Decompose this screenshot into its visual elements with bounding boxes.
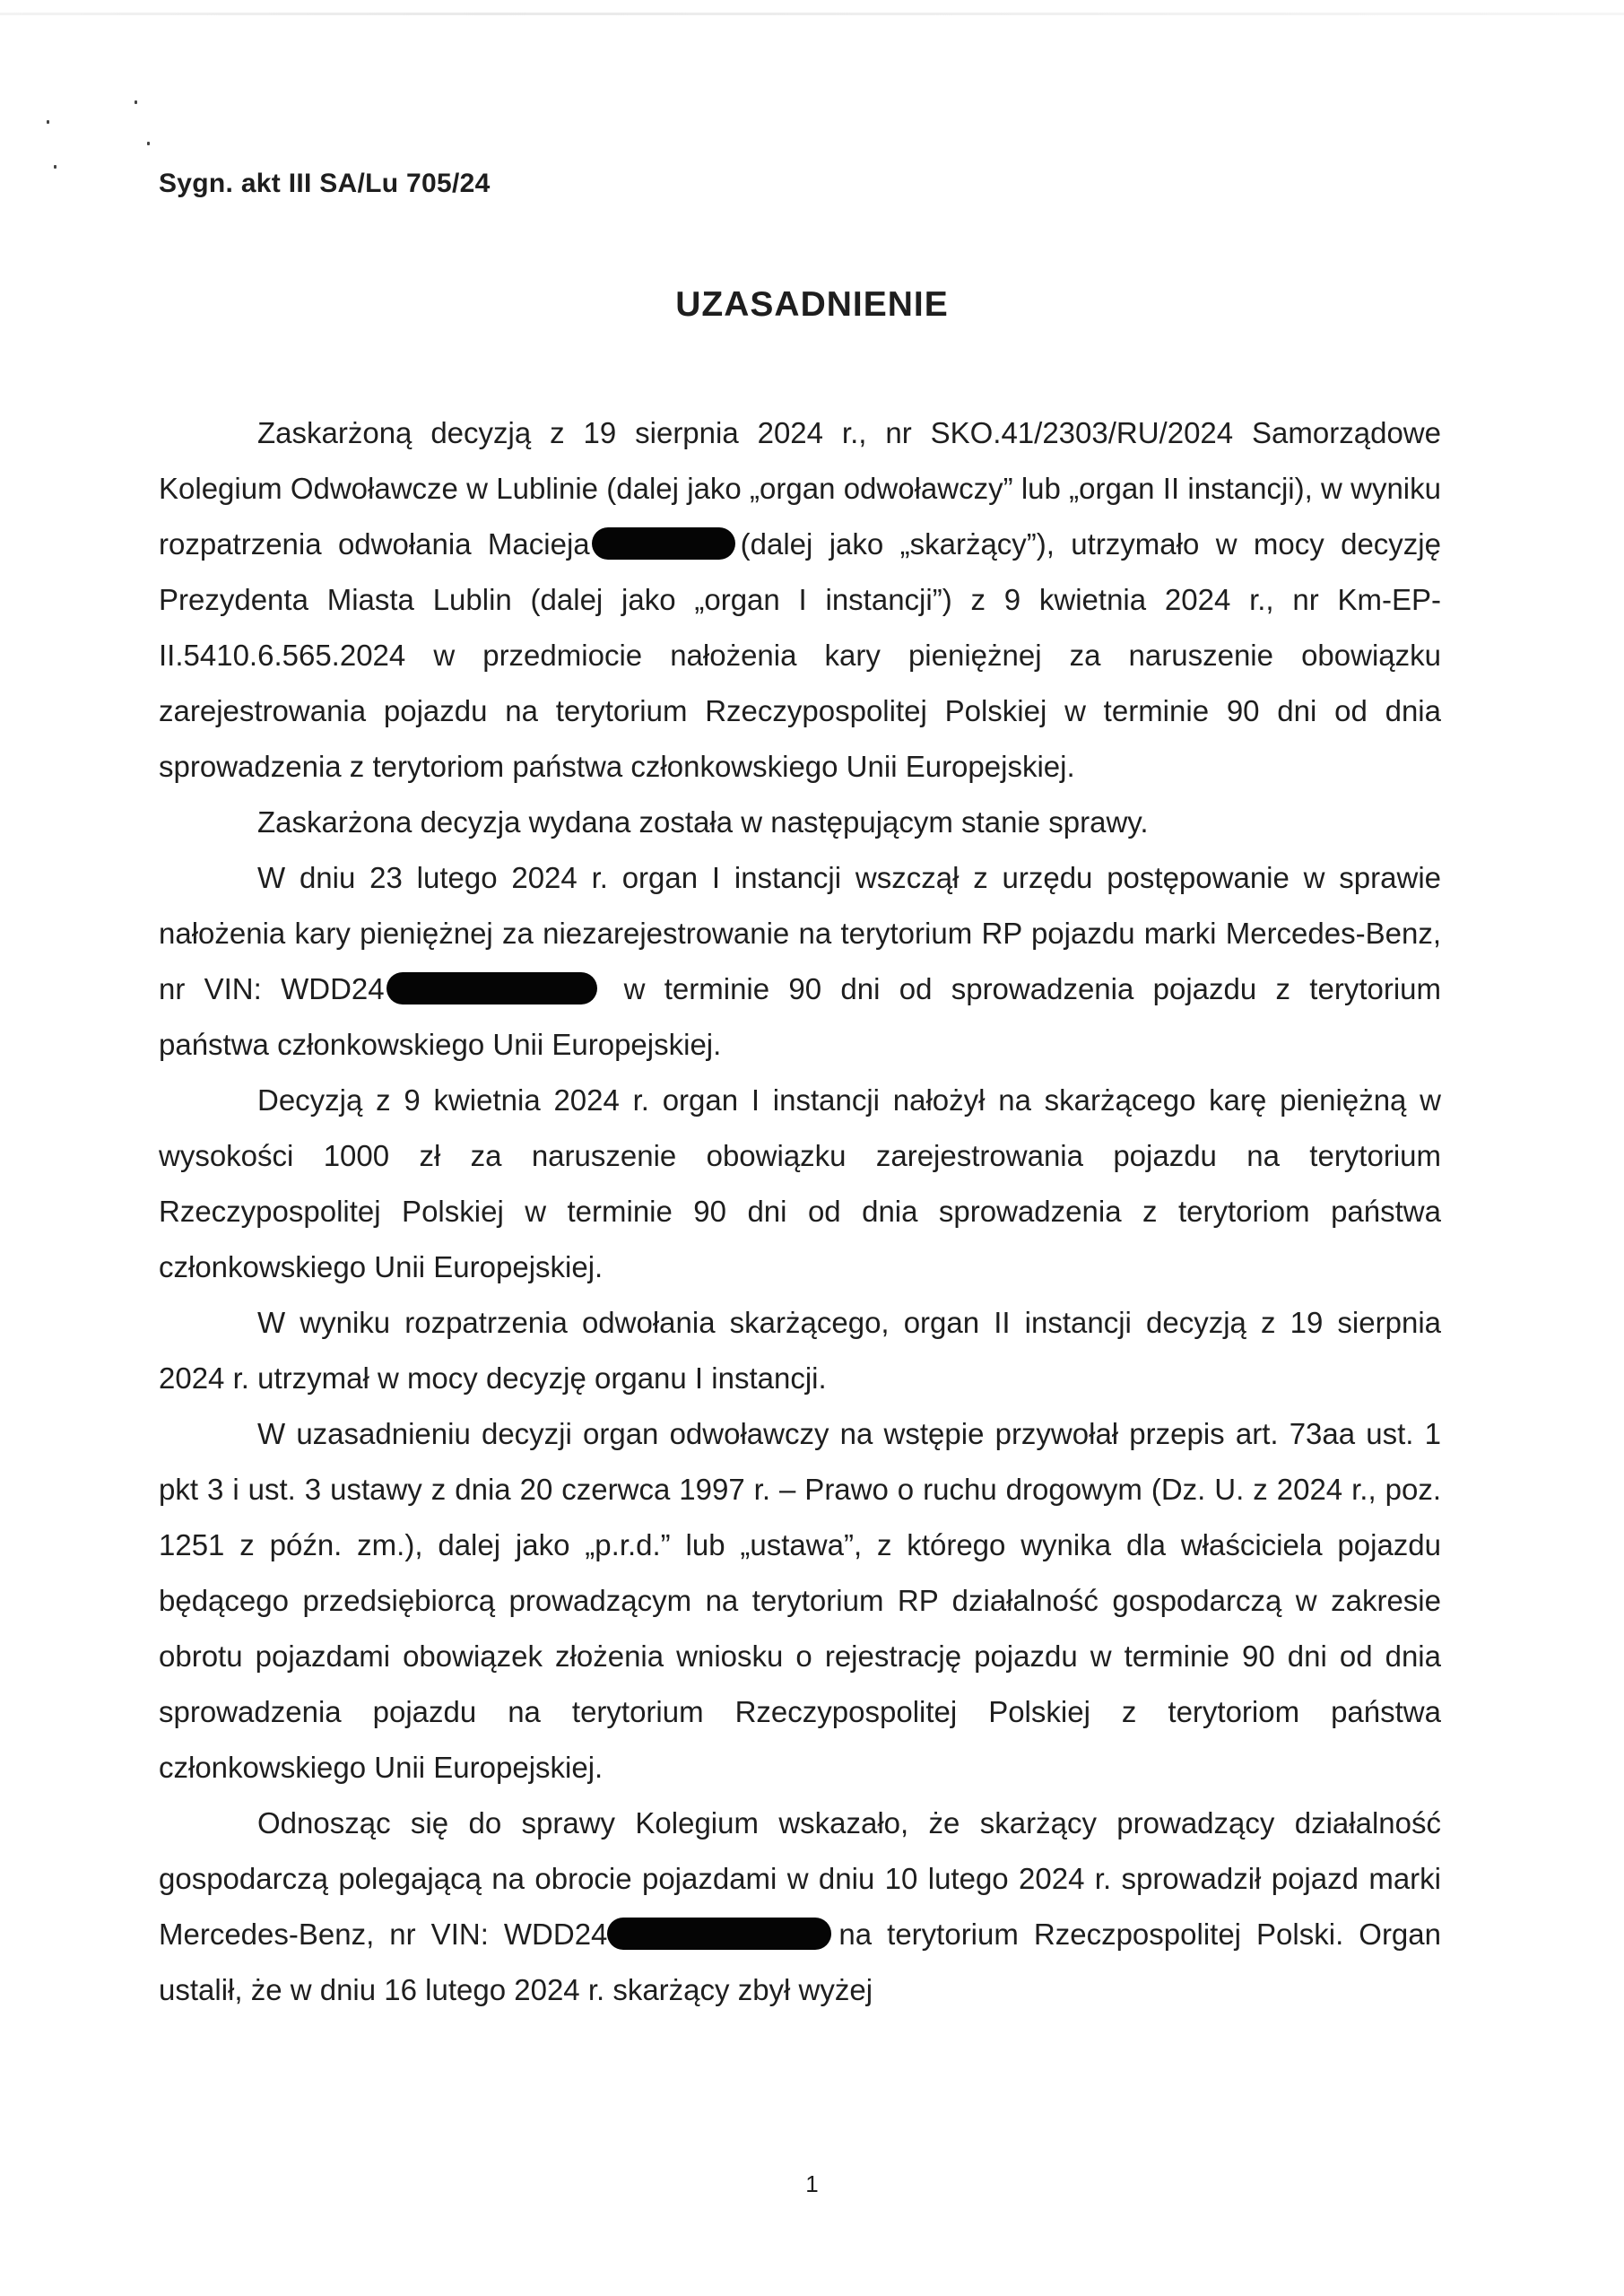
paragraph-7 [159,1796,1441,2018]
scan-top-edge [0,13,1624,15]
paragraph-3 [159,850,1441,1073]
paragraph-text: w terminie 90 dni od sprowadzenia pojazdu z terytorium państwa członkowskiego Unii Europejskiej. [159,972,1442,1061]
paragraph-2: Zaskarżona decyzja wydana została w następującym stanie sprawy. [257,805,1149,839]
scan-speck [147,142,150,145]
redaction-bar [592,527,735,560]
scan-speck [54,165,56,169]
paragraph-text: Odnosząc się do sprawy Kolegium wskazało, że skarżący prowadzący działalność gospodarczą polegającą na obrocie pojazdami w dniu 10 lutego 2024 r. sprowadził pojazd marki Mercedes-Benz, nr VIN: WDD24 [159,1806,1441,1951]
redaction-bar [386,972,597,1004]
paragraph-text: Zaskarżoną decyzją z 19 sierpnia 2024 r., nr SKO.41/2303/RU/2024 Samorządowe Kolegium Odwoławcze w Lublinie (dalej jako „organ odwoławczy” lub „organ II instancji), w wyniku rozpatrzenia odwołania Macieja [159,416,1441,561]
redaction-bar [607,1918,831,1950]
document-body [159,405,1441,2018]
paragraph-text: (dalej jako „skarżący”), utrzymało w mocy decyzję Prezydenta Miasta Lublin (dalej jako „organ I instancji”) z 9 kwietnia 2024 r., nr Km-EP-II.5410.6.565.2024 w przedmiocie nałożenia kary pieniężnej za naruszenie obowiązku zarejestrowania pojazdu na terytorium Rzeczypospolitej Polskiej w terminie 90 dni od dnia sprowadzenia z terytoriom państwa członkowskiego Unii Europejskiej. [159,527,1441,783]
document-title: UZASADNIENIE [675,285,949,324]
page-number: 1 [805,2170,819,2197]
paragraph-text: na terytorium Rzeczpospolitej Polski. Organ ustalił, że w dniu 16 lutego 2024 r. skarżący zbył wyżej [159,1918,1441,2006]
paragraph-5: W wyniku rozpatrzenia odwołania skarżącego, organ II instancji decyzją z 19 sierpnia 2024 r. utrzymał w mocy decyzję organu I instancji. [159,1306,1441,1395]
case-signature: Sygn. akt III SA/Lu 705/24 [159,169,491,198]
paragraph-4: Decyzją z 9 kwietnia 2024 r. organ I instancji nałożył na skarżącego karę pieniężną w wysokości 1000 zł za naruszenie obowiązku zarejestrowania pojazdu na terytorium Rzeczypospolitej Polskiej w terminie 90 dni od dnia sprowadzenia z terytoriom państwa członkowskiego Unii Europejskiej. [159,1083,1441,1283]
paragraph-1 [159,405,1441,795]
scan-speck [47,120,49,124]
paragraph-6: W uzasadnieniu decyzji organ odwoławczy na wstępie przywołał przepis art. 73aa ust. 1 pkt 3 i ust. 3 ustawy z dnia 20 czerwca 1997 r. – Prawo o ruchu drogowym (Dz. U. z 2024 r., poz. 1251 z późn. zm.), dalej jako „p.r.d.” lub „ustawa”, z którego wynika dla właściciela pojazdu będącego przedsiębiorcą prowadzącym na terytorium RP działalność gospodarczą w zakresie obrotu pojazdami obowiązek złożenia wniosku o rejestrację pojazdu w terminie 90 dni od dnia sprowadzenia pojazdu na terytorium Rzeczypospolitej Polskiej z terytoriom państwa członkowskiego Unii Europejskiej. [159,1417,1441,1784]
scan-speck [135,100,137,104]
paragraph-text: W dniu 23 lutego 2024 r. organ I instancji wszczął z urzędu postępowanie w sprawie nałożenia kary pieniężnej za niezarejestrowanie na terytorium RP pojazdu marki Mercedes-Benz, nr VIN: WDD24 [159,861,1441,1005]
